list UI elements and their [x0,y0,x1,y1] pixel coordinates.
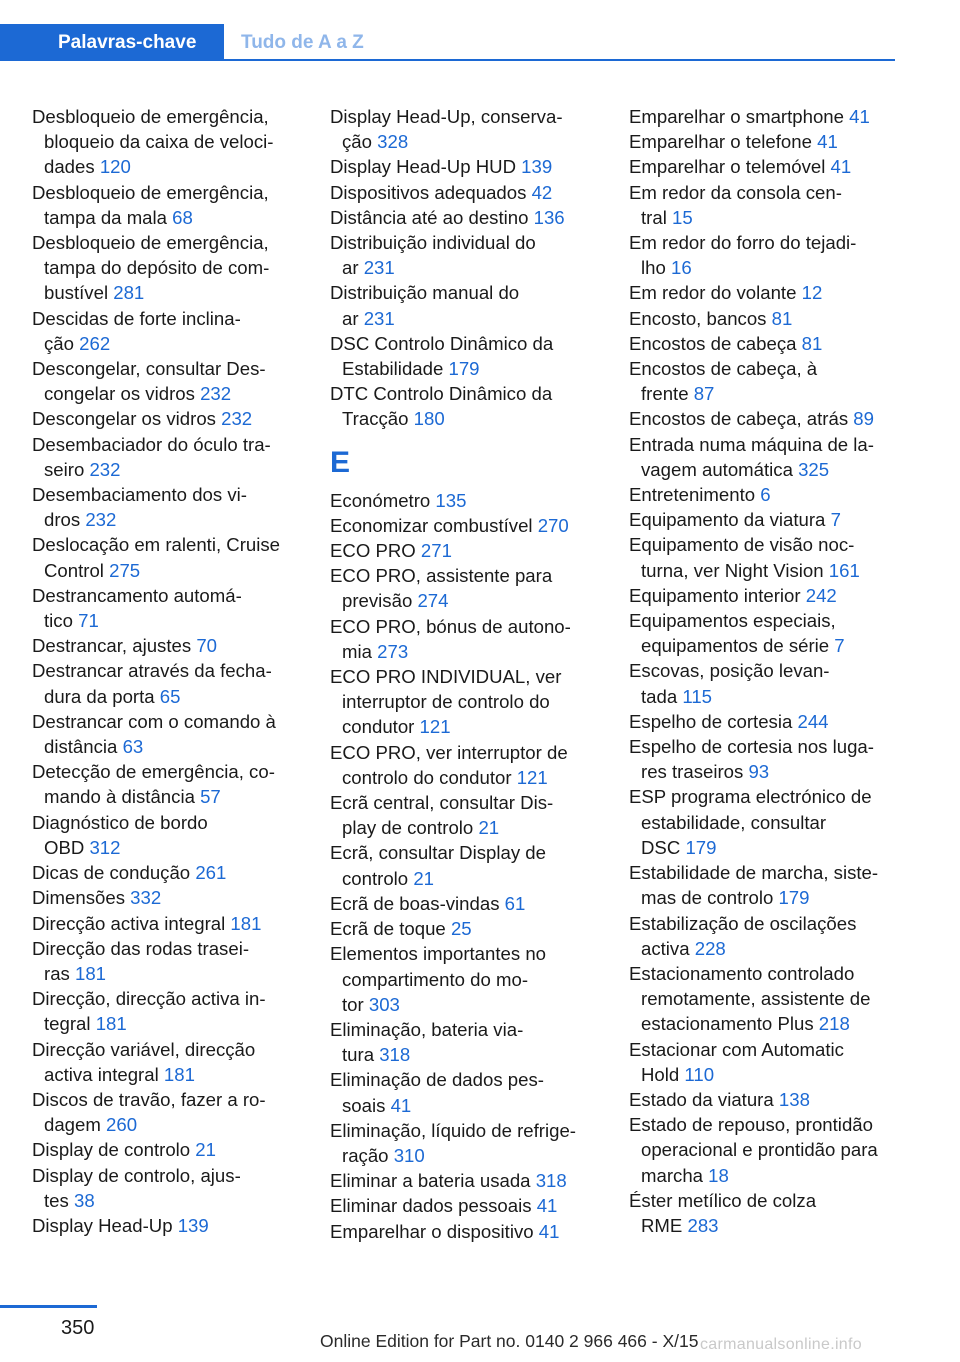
index-entry-page-link[interactable]: 41 [817,131,838,153]
index-entry-page-link[interactable]: 274 [417,590,449,612]
index-entry-term: Desbloqueio de emergência, tampa da mala [32,181,269,228]
index-entry-term: Descidas de forte inclina- ção [32,307,241,354]
index-entry-page-link[interactable]: 310 [393,1144,425,1166]
index-entry [330,1168,600,1193]
index-entry-term: Equipamentos especiais, equipamentos de série [629,610,836,657]
index-entry-page-link[interactable]: 136 [533,206,565,228]
index-entry-page-link[interactable]: 138 [778,1088,810,1110]
index-entry-term: Entretenimento [629,484,761,506]
index-entry [629,608,899,658]
index-entry-page-link[interactable]: 41 [830,156,852,178]
index-entry-page-link[interactable]: 181 [95,1013,127,1035]
index-entry [629,583,899,608]
index-entry [629,482,899,507]
index-entry [32,1137,302,1162]
index-entry [32,406,302,431]
index-entry-page-link[interactable]: 7 [834,635,845,657]
index-entry [629,331,899,356]
index-entry-page-link[interactable]: 120 [99,156,131,178]
index-entry-page-link[interactable]: 81 [801,332,823,354]
index-entry [629,911,899,961]
index-entry-page-link[interactable]: 25 [450,918,472,940]
index-entry-page-link[interactable]: 318 [379,1044,411,1066]
index-entry [330,941,600,1017]
index-entry-term: Discos de travão, fazer a ro- dagem [32,1088,266,1136]
index-entry [32,1037,302,1087]
page-number: 350 [61,1317,95,1339]
index-entry [629,154,899,179]
index-entry [629,180,899,230]
index-entry-term: Destrancar com o comando à distância [32,710,276,758]
index-entry [32,860,302,885]
index-entry-page-link[interactable]: 139 [177,1214,209,1236]
index-entry-term: Em redor do volante [629,282,802,304]
index-entry-term: Encostos de cabeça, atrás [629,408,854,430]
index-entry [330,790,600,840]
index-entry-page-link[interactable]: 262 [79,332,111,354]
index-entry-term: Desembaciamento dos vi- dros [32,484,247,531]
index-entry-term: Destrancar, ajustes [32,635,197,657]
index-entry-page-link[interactable]: 41 [849,106,870,127]
index-entry-term: ECO PRO INDIVIDUAL, ver interruptor de controlo do condutor [330,666,562,738]
index-entry-term: Em redor do forro do tejadi- lho [629,232,857,279]
index-entry [330,280,600,330]
index-entry-term: Espelho de cortesia [629,710,798,732]
index-entry-page-link[interactable]: 7 [830,509,841,531]
index-entry-term: Eliminação, líquido de refrige- ração [330,1119,576,1166]
index-entry-term: Desembaciador do óculo tra- seiro [32,433,271,480]
index-entry-term: Entrada numa máquina de la- vagem automática [629,433,874,480]
index-entry-page-link[interactable]: 232 [221,408,253,430]
index-entry [330,154,600,179]
index-entry-page-link[interactable]: 328 [377,131,409,153]
index-entry-page-link[interactable]: 61 [504,892,526,914]
index-entry [32,532,302,582]
index-entry [330,840,600,890]
index-entry-page-link[interactable]: 325 [798,458,830,480]
index-entry-term: Display Head-Up HUD [330,156,522,178]
index-entry-page-link[interactable]: 179 [778,887,810,909]
index-entry-page-link[interactable]: 6 [760,484,771,506]
index-entry-page-link[interactable]: 270 [537,514,569,536]
index-entry [32,658,302,708]
index-entry [629,709,899,734]
index-entry-term: Equipamento interior [629,584,806,606]
index-entry-term: Display Head-Up, conserva- ção [330,106,563,153]
index-entry-page-link[interactable]: 312 [89,836,121,858]
index-column-3 [629,104,899,1238]
index-entry [629,507,899,532]
index-entry [32,306,302,356]
index-entry-term: Eliminar a bateria usada [330,1170,536,1192]
index-entry [629,1037,899,1087]
index-entry-term: Ecrã, consultar Display de controlo [330,842,546,889]
index-entry [32,583,302,633]
index-entry-term: Display de controlo, ajus- tes [32,1164,241,1211]
index-entry-page-link[interactable]: 41 [538,1220,560,1242]
index-entry-term: Estacionamento controlado remotamente, assistente de estacionamento Plus [629,962,871,1035]
index-entry [32,432,302,482]
index-entry-page-link[interactable]: 161 [828,559,860,581]
index-entry-term: Eliminação de dados pes- soais [330,1069,544,1116]
index-entry [330,104,600,154]
index-entry [330,1118,600,1168]
index-entry-page-link[interactable]: 232 [200,383,232,405]
index-entry [330,1017,600,1067]
index-entry-page-link[interactable]: 332 [130,887,162,909]
index-entry-page-link[interactable]: 21 [195,1139,216,1161]
index-entry [330,740,600,790]
index-entry-page-link[interactable]: 41 [390,1094,412,1116]
index-entry-term: Dicas de condução [32,862,196,884]
index-entry-term: Distribuição manual do ar [330,282,520,329]
index-entry-term: Estacionar com Automatic Hold [629,1038,844,1085]
index-entry [629,104,899,129]
index-entry-term: Estado da viatura [629,1088,779,1110]
index-entry-term: Estado de repouso, prontidão operacional e prontidão para marcha [629,1114,878,1186]
index-entry-term: Eliminar dados pessoais [330,1195,537,1217]
index-entry [330,331,600,381]
edition-line: Online Edition for Part no. 0140 2 966 466 - X/15 [320,1331,699,1351]
index-entry-page-link[interactable]: 303 [368,993,400,1015]
index-entry-page-link[interactable]: 68 [172,206,193,228]
index-entry-term: Ecrã de boas-vindas [330,892,505,914]
index-entry [629,658,899,708]
index-entry-page-link[interactable]: 181 [163,1063,195,1085]
index-entry-term: Emparelhar o dispositivo [330,1220,539,1242]
index-entry-term: Encostos de cabeça [629,332,802,354]
index-entry-page-link[interactable]: 232 [85,509,117,531]
index-entry-page-link[interactable]: 12 [801,282,823,304]
index-entry [629,129,899,154]
index-entry [629,532,899,582]
index-entry-page-link[interactable]: 135 [435,489,467,511]
index-entry [629,406,899,431]
index-entry [629,356,899,406]
index-entry-page-link[interactable]: 70 [196,635,218,657]
index-entry-term: Destrancamento automá- tico [32,584,242,632]
index-entry [330,916,600,941]
index-entry-term: ESP programa electrónico de estabilidade, consultar DSC [629,786,872,858]
index-entry-term: Ecrã de toque [330,918,451,940]
index-entry-page-link[interactable]: 115 [682,685,713,707]
index-entry [32,759,302,809]
index-entry-page-link[interactable]: 260 [106,1114,138,1136]
index-entry [330,1219,600,1244]
index-entry-term: ECO PRO, ver interruptor de controlo do condutor [330,741,568,788]
index-entry-term: Display de controlo [32,1139,196,1161]
index-entry-term: Deslocação em ralenti, Cruise Control [32,534,281,581]
index-entry [32,1213,302,1238]
index-entry [330,1193,600,1218]
index-entry-term: ECO PRO [330,540,421,562]
index-entry-term: Eliminação, bateria via- tura [330,1018,524,1066]
index-entry [32,885,302,910]
index-entry [330,180,600,205]
index-entry [629,1087,899,1112]
index-entry-page-link[interactable]: 271 [420,540,452,562]
index-entry-page-link[interactable]: 275 [109,559,141,581]
index-entry-page-link[interactable]: 231 [363,257,395,279]
index-entry-page-link[interactable]: 38 [73,1189,95,1211]
index-entry [330,614,600,664]
index-entry [629,784,899,860]
index-entry-term: Estabilidade de marcha, siste- mas de controlo [629,862,879,909]
index-entry-page-link[interactable]: 180 [413,408,445,430]
index-entry [629,961,899,1037]
index-entry-page-link[interactable]: 139 [521,156,553,178]
index-entry [330,891,600,916]
index-entry [32,810,302,860]
index-entry-page-link[interactable]: 179 [685,836,717,858]
index-entry-term: Diagnóstico de bordo OBD [32,811,208,858]
index-entry [32,709,302,759]
index-entry [330,205,600,230]
index-entry-page-link[interactable]: 15 [672,206,693,228]
index-entry-page-link[interactable]: 93 [748,761,770,783]
index-column-1 [32,104,302,1238]
index-entry [32,180,302,230]
index-entry-term: Desbloqueio de emergência, tampa do depósito de com- bustível [32,232,270,304]
index-entry-term: Emparelhar o telefone [629,131,818,153]
index-entry-page-link[interactable]: 63 [122,736,144,758]
index-entry-term: Direcção variável, direcção activa integral [32,1038,256,1085]
index-entry-page-link[interactable]: 179 [448,358,480,380]
index-entry-term: Display Head-Up [32,1214,178,1236]
index-entry [32,104,302,180]
index-entry-page-link[interactable]: 16 [670,257,692,279]
index-entry-term: DSC Controlo Dinâmico da Estabilidade [330,332,554,380]
index-entry-term: Económetro [330,489,436,511]
index-entry [629,432,899,482]
index-entry-term: Equipamento de visão noc- turna, ver Night Vision [629,534,855,581]
index-entry-page-link[interactable]: 231 [363,307,395,329]
index-entry-page-link[interactable]: 81 [771,307,793,329]
index-entry-page-link[interactable]: 218 [818,1013,850,1035]
index-entry-term: Distância até ao destino [330,206,534,228]
index-entry-term: Elementos importantes no compartimento do mo- tor [330,943,547,1015]
index-entry [330,1067,600,1117]
index-entry-page-link[interactable]: 21 [478,817,500,839]
index-entry-page-link[interactable]: 281 [113,282,145,304]
index-entry [330,563,600,613]
index-entry-term: Economizar combustível [330,514,538,536]
index-entry [629,734,899,784]
index-entry [629,280,899,305]
index-entry-term: Ecrã central, consultar Dis- play de controlo [330,792,554,839]
index-entry-term: Escovas, posição levan- tada [629,660,830,707]
index-entry [32,936,302,986]
index-entry-term: Destrancar através da fecha- dura da porta [32,660,272,707]
index-entry-page-link[interactable]: 57 [200,786,221,808]
index-entry [330,513,600,538]
index-entry-term: Dispositivos adequados [330,181,532,203]
index-entry [32,633,302,658]
index-entry-page-link[interactable]: 41 [536,1195,558,1217]
index-entry-page-link[interactable]: 121 [516,766,548,788]
index-entry-term: ECO PRO, assistente para previsão [330,565,553,612]
index-entry [330,664,600,740]
index-entry-page-link[interactable]: 232 [89,458,121,480]
index-entry [32,1163,302,1213]
index-entry-page-link[interactable]: 110 [684,1063,715,1085]
index-entry-term: Distribuição individual do ar [330,232,536,279]
index-column-2 [330,104,600,1244]
header-rule [0,59,895,61]
index-entry-term: Detecção de emergência, co- mando à distância [32,761,275,808]
index-entry-term: Em redor da consola cen- tral [629,181,842,228]
index-entry-term: Descongelar, consultar Des- congelar os vidros [32,358,266,405]
index-entry-term: Descongelar os vidros [32,408,222,430]
index-entry-term: Desbloqueio de emergência, bloqueio da caixa de veloci- dades [32,106,274,178]
index-entry-term: Emparelhar o telemóvel [629,156,831,178]
index-entry-page-link[interactable]: 87 [693,383,715,405]
index-entry [629,1112,899,1188]
index-entry [629,1188,899,1238]
index-entry-page-link[interactable]: 89 [853,408,874,430]
index-entry-term: Éster metílico de colza RME [629,1189,817,1236]
index-entry-page-link[interactable]: 273 [377,640,409,662]
index-entry [330,381,600,431]
index-entry [629,860,899,910]
index-entry-term: Encosto, bancos [629,307,772,329]
section-letter: E [330,445,351,479]
header-tabbar [0,24,895,61]
index-entry-page-link[interactable]: 71 [78,610,99,632]
index-entry [629,230,899,280]
index-entry-page-link[interactable]: 65 [159,685,181,707]
index-entry [330,488,600,513]
index-entry-page-link[interactable]: 181 [75,962,107,984]
index-entry-term: Espelho de cortesia nos luga- res traseiros [629,736,874,783]
index-entry-term: Direcção activa integral [32,912,231,934]
index-entry [32,356,302,406]
index-entry [330,538,600,563]
index-entry-page-link[interactable]: 42 [531,181,553,203]
index-entry [32,986,302,1036]
index-entry-page-link[interactable]: 228 [694,937,726,959]
index-entry-term: Estabilização de oscilações activa [629,912,857,959]
index-entry [32,482,302,532]
footer-rule [0,1305,97,1308]
index-entry-page-link[interactable]: 181 [230,912,262,934]
tab-tudo-de-a-a-z[interactable]: Tudo de A a Z [241,32,364,53]
index-entry-page-link[interactable]: 242 [805,584,837,606]
index-entry-term: ECO PRO, bónus de autono- mia [330,615,571,662]
index-entry-page-link[interactable]: 121 [419,716,451,738]
index-entry [32,911,302,936]
index-entry-page-link[interactable]: 244 [797,710,829,732]
index-entry-term: Direcção, direcção activa in- tegral [32,988,266,1035]
watermark: carmanualsonline.info [700,1336,862,1353]
index-entry [330,230,600,280]
index-entry-term: Encostos de cabeça, à frente [629,358,818,405]
tab-palavras-chave[interactable]: Palavras-chave [0,24,224,61]
index-entry-page-link[interactable]: 318 [535,1170,567,1192]
index-entry-term: Dimensões [32,887,131,909]
index-entry-term: Emparelhar o smartphone [629,106,850,127]
index-entry [32,1087,302,1137]
index-entry-term: DTC Controlo Dinâmico da Tracção [330,383,553,430]
index-entry-page-link[interactable]: 261 [195,862,227,884]
index-entry-term: Direcção das rodas trasei- ras [32,937,250,984]
index-entry [32,230,302,306]
index-entry [629,306,899,331]
index-entry-page-link[interactable]: 18 [708,1164,729,1186]
index-entry-term: Equipamento da viatura [629,509,831,531]
index-entry-page-link[interactable]: 21 [413,867,435,889]
index-entry-page-link[interactable]: 283 [687,1214,719,1236]
